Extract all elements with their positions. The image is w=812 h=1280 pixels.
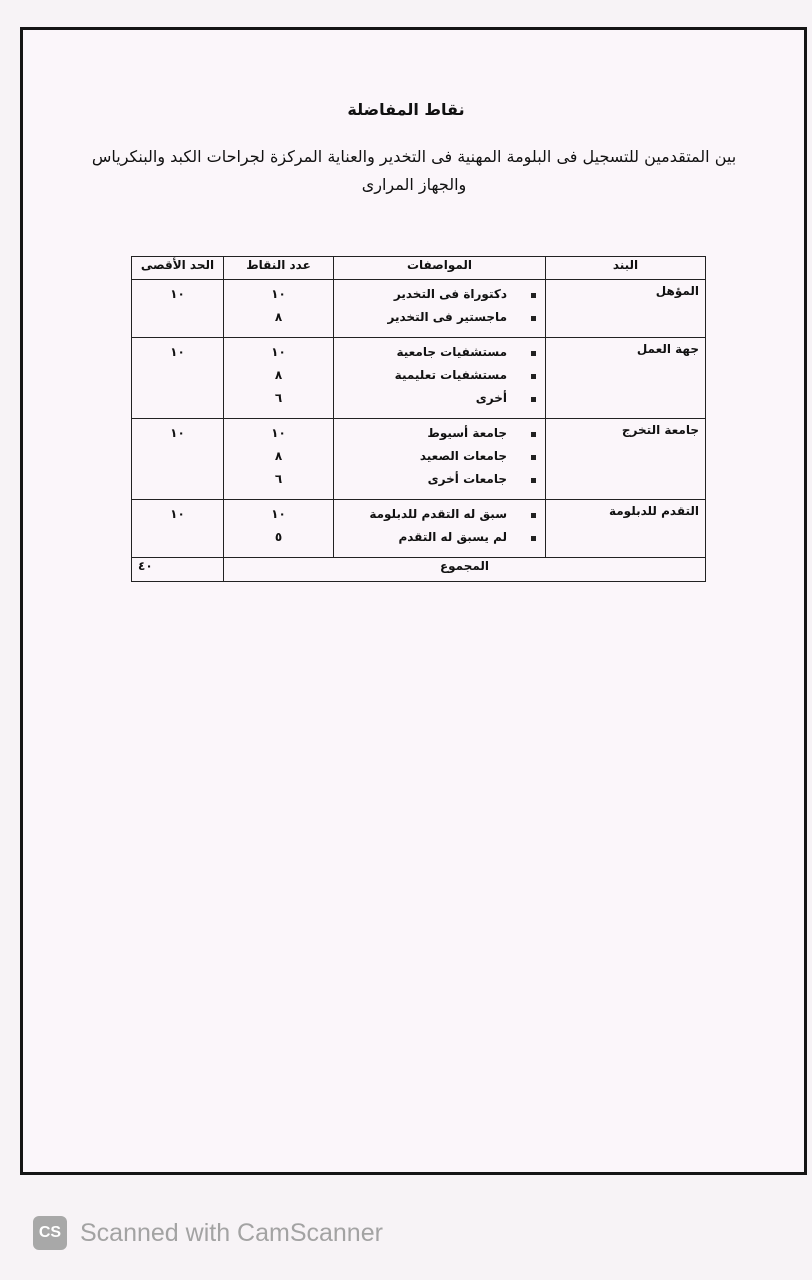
spec-item: ماجستير فى التخدير bbox=[340, 306, 507, 329]
total-row bbox=[132, 558, 706, 582]
points-value: ١٠ bbox=[271, 426, 286, 440]
points-cell bbox=[224, 500, 334, 558]
camscanner-logo-icon: CS bbox=[33, 1216, 67, 1250]
points-value: ١٠ bbox=[271, 345, 286, 359]
spec-item: دكتوراة فى التخدير bbox=[340, 283, 507, 306]
spec-item: مستشفيات تعليمية bbox=[340, 364, 507, 387]
points-value: ٨ bbox=[274, 310, 283, 324]
points-cell bbox=[224, 419, 334, 500]
total-value: ٤٠ bbox=[132, 558, 224, 582]
item-cell: جامعة التخرج bbox=[546, 419, 706, 500]
spec-item: سبق له التقدم للدبلومة bbox=[340, 503, 507, 526]
specs-list bbox=[340, 422, 539, 491]
criteria-table bbox=[131, 256, 706, 582]
header-points: عدد النقاط bbox=[224, 257, 334, 280]
specs-list bbox=[340, 503, 539, 549]
header-specs: المواصفات bbox=[334, 257, 546, 280]
table-header-row bbox=[132, 257, 706, 280]
document-title: نقاط المفاضلة bbox=[347, 100, 465, 119]
spec-item: لم يسبق له التقدم bbox=[340, 526, 507, 549]
spec-item: جامعة أسيوط bbox=[340, 422, 507, 445]
points-cell bbox=[224, 280, 334, 338]
header-item: البند bbox=[546, 257, 706, 280]
specs-cell bbox=[334, 280, 546, 338]
specs-list bbox=[340, 283, 539, 329]
specs-cell bbox=[334, 500, 546, 558]
table-row bbox=[132, 500, 706, 558]
points-value: ٨ bbox=[274, 449, 283, 463]
spec-item: مستشفيات جامعية bbox=[340, 341, 507, 364]
table-row bbox=[132, 338, 706, 419]
points-cell bbox=[224, 338, 334, 419]
points-value: ١٠ bbox=[271, 507, 286, 521]
points-value: ٦ bbox=[274, 391, 283, 405]
points-value: ١٠ bbox=[271, 287, 286, 301]
item-cell: المؤهل bbox=[546, 280, 706, 338]
specs-list bbox=[340, 341, 539, 410]
header-max: الحد الأقصى bbox=[132, 257, 224, 280]
total-label: المجموع bbox=[224, 558, 706, 582]
max-cell: ١٠ bbox=[132, 280, 224, 338]
item-cell: جهة العمل bbox=[546, 338, 706, 419]
document-page bbox=[20, 27, 807, 1175]
document-subtitle: بين المتقدمين للتسجيل فى البلومة المهنية فى التخدير والعناية المركزة لجراحات الكبد والبنكرياس والجهاز المرارى bbox=[91, 147, 737, 194]
spec-item: جامعات الصعيد bbox=[340, 445, 507, 468]
specs-cell bbox=[334, 338, 546, 419]
camscanner-watermark: Scanned with CamScanner bbox=[80, 1219, 383, 1247]
table-row bbox=[132, 280, 706, 338]
max-cell: ١٠ bbox=[132, 338, 224, 419]
max-cell: ١٠ bbox=[132, 419, 224, 500]
points-value: ٦ bbox=[274, 472, 283, 486]
table-row bbox=[132, 419, 706, 500]
max-cell: ١٠ bbox=[132, 500, 224, 558]
item-cell: التقدم للدبلومة bbox=[546, 500, 706, 558]
specs-cell bbox=[334, 419, 546, 500]
points-value: ٥ bbox=[274, 530, 283, 544]
spec-item: أخرى bbox=[340, 387, 507, 410]
points-value: ٨ bbox=[274, 368, 283, 382]
spec-item: جامعات أخرى bbox=[340, 468, 507, 491]
